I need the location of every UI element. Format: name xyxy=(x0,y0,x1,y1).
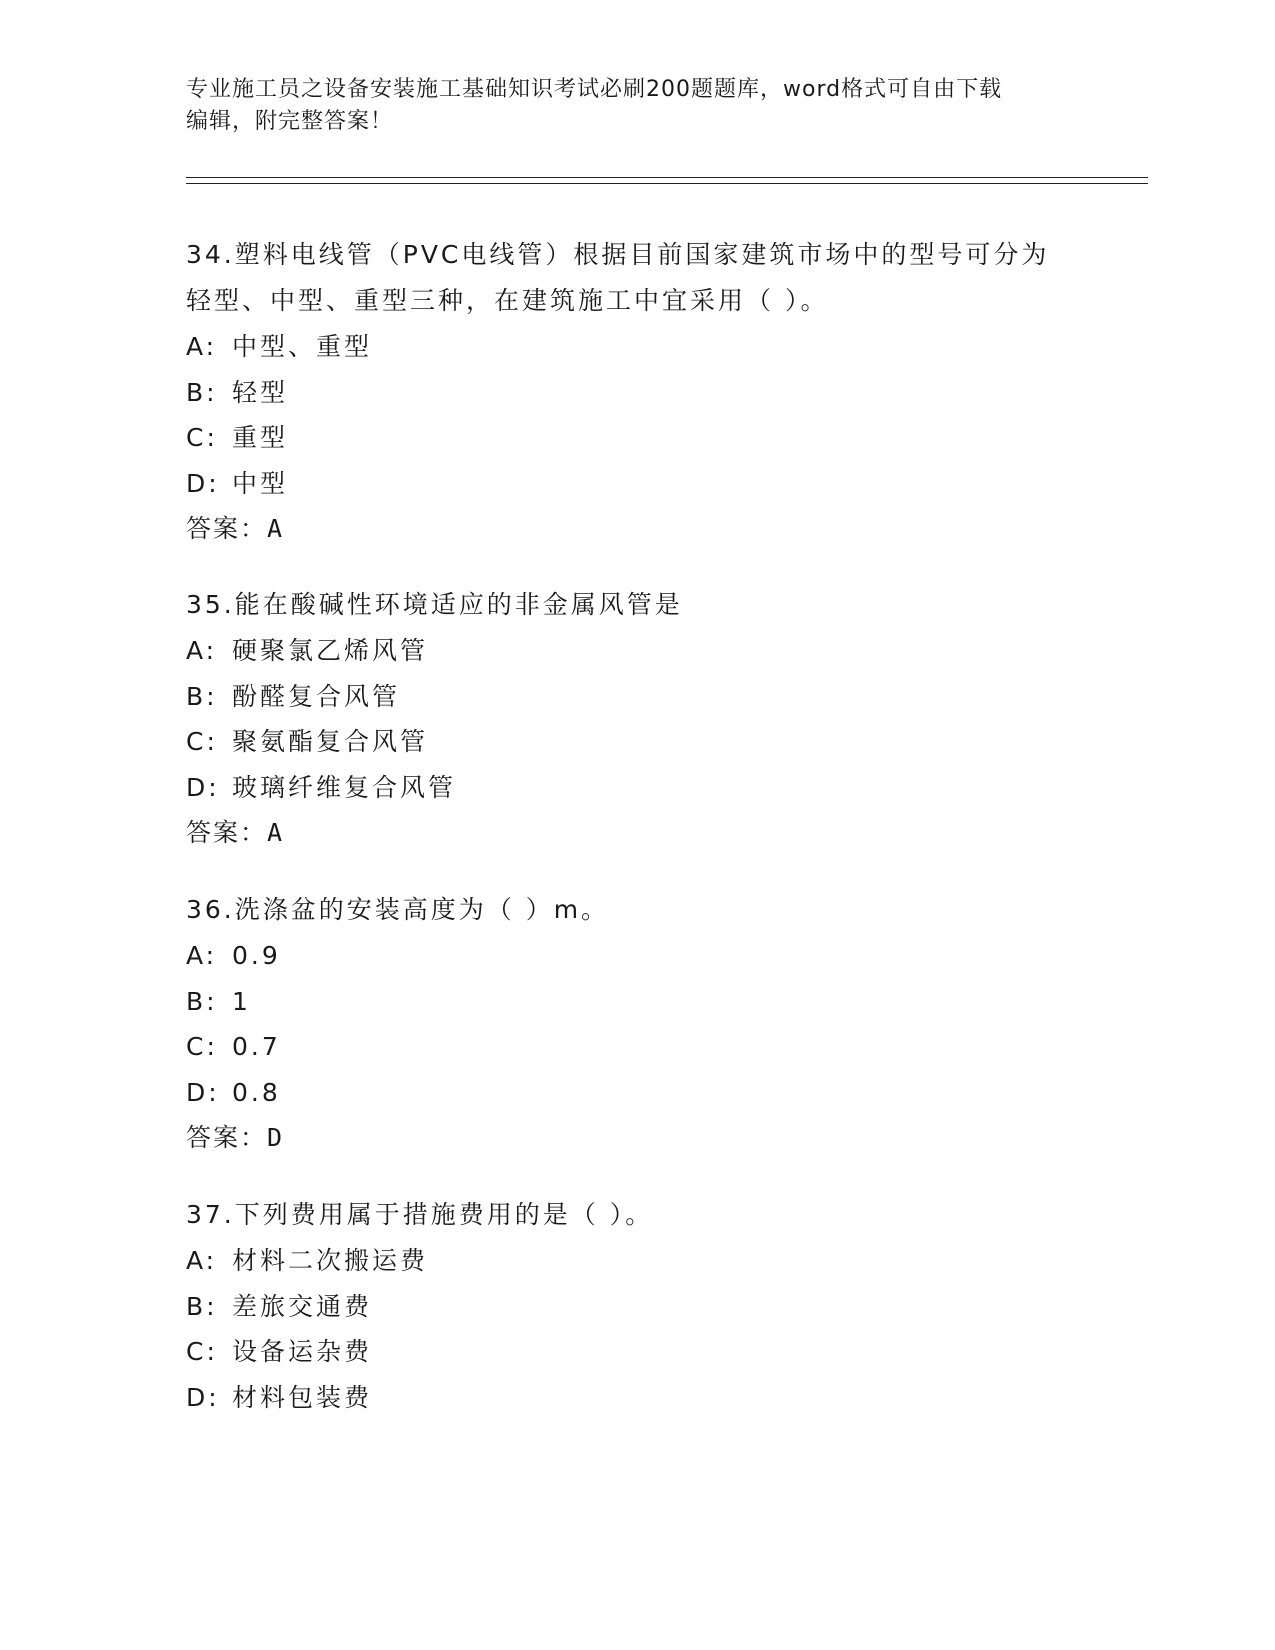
question-title: 37.下列费用属于措施费用的是（ ）。 xyxy=(186,1200,654,1229)
option-text: 重型 xyxy=(232,423,289,452)
header-divider-bottom xyxy=(186,183,1148,184)
option-key: C: xyxy=(186,1032,218,1061)
question-title: 35.能在酸碱性环境适应的非金属风管是 xyxy=(186,590,683,619)
option-key: D: xyxy=(186,1077,220,1107)
option-text: 中型 xyxy=(232,468,289,498)
option-key: B: xyxy=(186,1291,218,1321)
option-a xyxy=(186,1238,1086,1284)
option-key: B: xyxy=(186,377,218,407)
question-34 xyxy=(186,232,1086,552)
option-text: 聚氨酯复合风管 xyxy=(232,727,429,756)
option-key: C: xyxy=(186,1337,218,1366)
option-key: A: xyxy=(186,636,218,665)
option-key: A: xyxy=(186,941,218,970)
option-text: 硬聚氯乙烯风管 xyxy=(232,636,429,665)
answer-value: D xyxy=(267,1123,284,1152)
option-d xyxy=(186,1070,1086,1116)
option-d xyxy=(186,765,1086,811)
answer-label: 答案： xyxy=(186,1123,268,1152)
option-a xyxy=(186,628,1086,674)
option-text: 设备运杂费 xyxy=(232,1337,373,1366)
option-d xyxy=(186,461,1086,507)
question-35 xyxy=(186,582,1086,856)
question-title: 34.塑料电线管（PVC电线管）根据目前国家建筑市场中的型号可分为 xyxy=(186,240,1050,269)
answer xyxy=(186,810,1086,856)
option-key: A: xyxy=(186,1246,218,1275)
option-key: D: xyxy=(186,468,220,498)
option-key: A: xyxy=(186,332,218,361)
option-b xyxy=(186,370,1086,416)
option-c xyxy=(186,415,1086,461)
question-37 xyxy=(186,1192,1086,1420)
option-key: D: xyxy=(186,772,220,802)
header-line-2: 编辑，附完整答案！ xyxy=(186,109,394,134)
option-a xyxy=(186,324,1086,370)
option-text: 中型、重型 xyxy=(232,332,373,361)
option-b xyxy=(186,1284,1086,1330)
option-text: 材料包装费 xyxy=(232,1382,373,1412)
answer xyxy=(186,506,1086,552)
answer xyxy=(186,1115,1086,1161)
answer-value: A xyxy=(267,818,284,847)
option-text: 0.8 xyxy=(232,1077,281,1107)
option-c xyxy=(186,1329,1086,1375)
option-b xyxy=(186,979,1086,1025)
option-key: B: xyxy=(186,681,218,711)
option-text: 0.7 xyxy=(232,1032,281,1061)
document-header xyxy=(186,74,1086,138)
question-title: 36.洗涤盆的安装高度为（ ）m。 xyxy=(186,895,610,924)
option-text: 0.9 xyxy=(232,941,281,970)
option-text: 材料二次搬运费 xyxy=(232,1246,429,1275)
option-b xyxy=(186,674,1086,720)
header-line-1: 专业施工员之设备安装施工基础知识考试必刷200题题库，word格式可自由下载 xyxy=(186,77,1003,102)
option-key: C: xyxy=(186,727,218,756)
option-key: B: xyxy=(186,986,218,1016)
option-key: D: xyxy=(186,1382,220,1412)
answer-label: 答案： xyxy=(186,818,268,847)
option-text: 轻型 xyxy=(232,377,289,407)
option-d xyxy=(186,1375,1086,1421)
option-text: 酚醛复合风管 xyxy=(232,681,401,711)
option-text: 玻璃纤维复合风管 xyxy=(232,772,457,802)
option-text: 1 xyxy=(232,986,251,1016)
header-divider-top xyxy=(186,177,1148,178)
option-c xyxy=(186,719,1086,765)
answer-value: A xyxy=(267,514,284,543)
question-36 xyxy=(186,887,1086,1161)
option-text: 差旅交通费 xyxy=(232,1291,373,1321)
question-title-continued: 轻型、中型、重型三种，在建筑施工中宜采用（ ）。 xyxy=(186,286,829,315)
option-key: C: xyxy=(186,423,218,452)
option-c xyxy=(186,1024,1086,1070)
answer-label: 答案： xyxy=(186,514,268,543)
option-a xyxy=(186,933,1086,979)
